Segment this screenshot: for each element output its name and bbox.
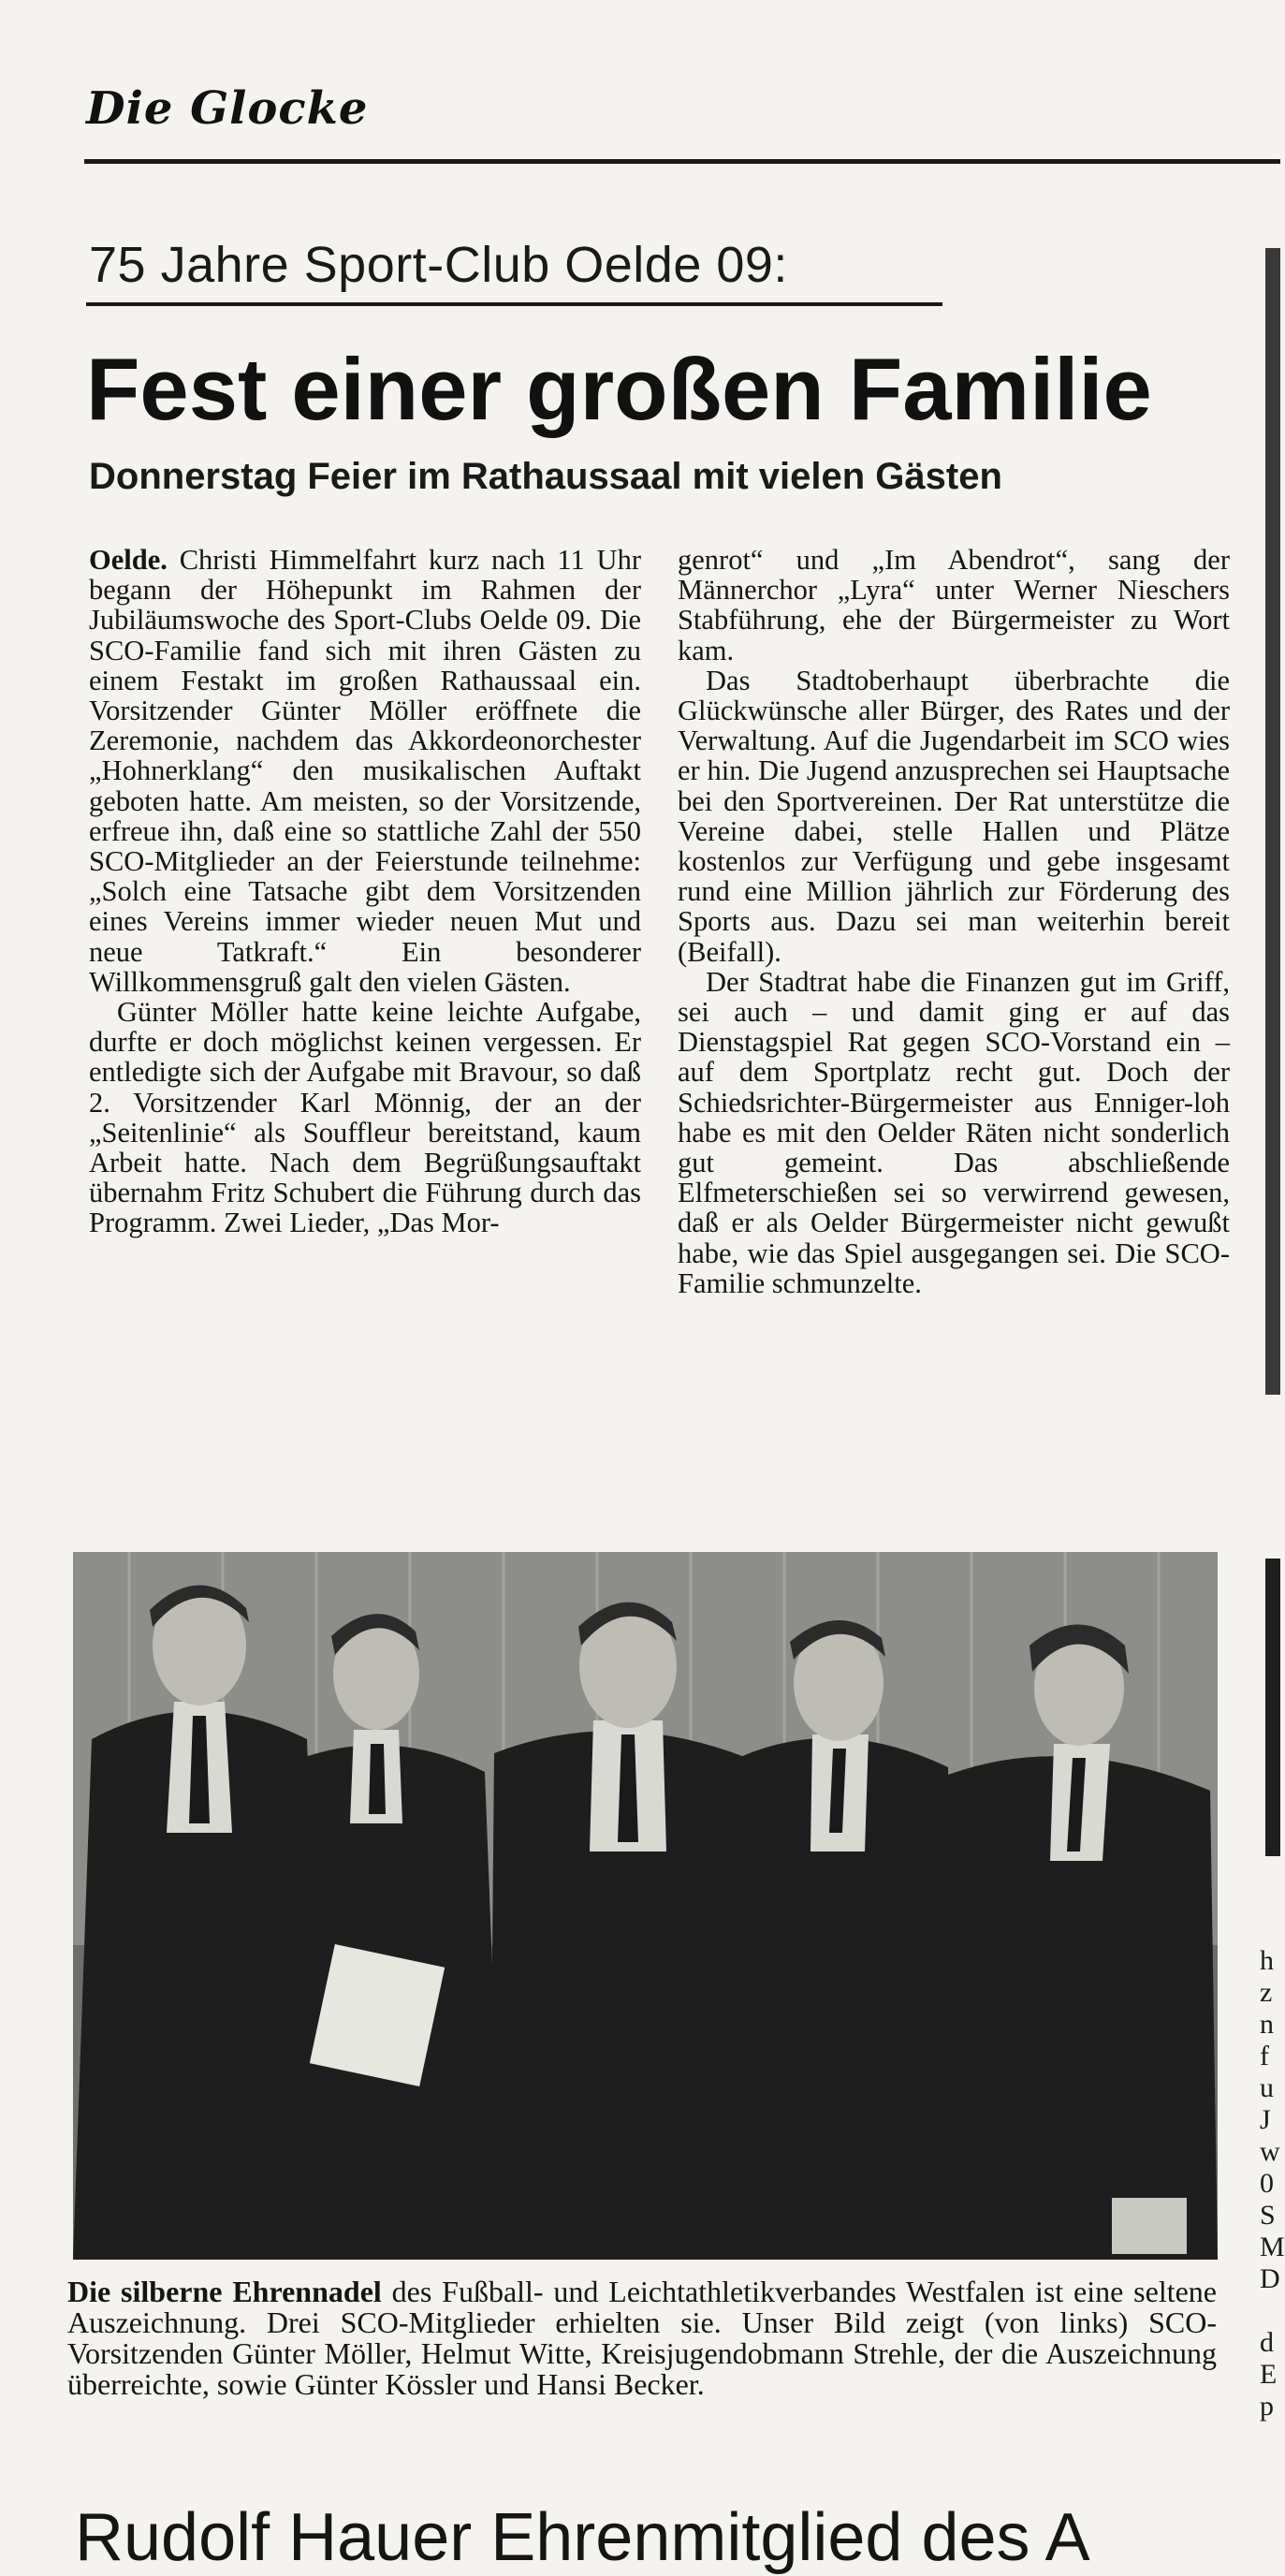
adjacent-image-edge	[1265, 1559, 1280, 1856]
paragraph-text: Christi Himmelfahrt kurz nach 11 Uhr begann der Höhepunkt im Rahmen der Jubiläumswoche des Sport-Clubs Oelde 09. Die SCO-Familie fand sich mit ihren Gästen zu einem Festakt im großen Rathaussaal ein. Vorsitzender Günter Möller eröffnete die Zeremonie, nachdem das Akkordeonorchester „Hohnerklang“ den musikalischen Auftakt geboten hatte. Am meisten, so der Vorsitzende, erfreue ihn, daß eine so stattliche Zahl der 550 SCO-Mitglieder an der Feierstunde teilnehme: „Solch eine Tatsache gibt dem Vorsitzenden eines Vereins immer wieder neuen Mut und neue Tatkraft.“ Ein besonderer Willkommensgruß galt den vielen Gästen.	[89, 544, 641, 998]
edge-letter: D	[1260, 2263, 1280, 2294]
article-paragraph: Günter Möller hatte keine leichte Aufgabe, durfte er doch möglichst keinen vergessen. Er entledigte sich der Aufgabe mit Bravour, so daß 2. Vorsitzender Karl Mönnig, der an der „Seitenlinie“ als Souffleur bereitstand, kaum Arbeit hatte. Nach dem Begrüßungsauftakt übernahm Fritz Schubert die Führung durch das Programm. Zwei Lieder, „Das Mor-	[89, 996, 641, 1239]
edge-letter: n	[1260, 2009, 1274, 2040]
group-photo	[73, 1552, 1218, 2260]
caption-lead: Die silberne Ehrennadel	[67, 2275, 382, 2308]
edge-letter: h	[1260, 1945, 1274, 1976]
masthead-rule	[84, 159, 1280, 164]
edge-letter: d	[1260, 2327, 1274, 2358]
edge-letter	[1260, 2295, 1280, 2327]
caption-text: des Fußball- und Leichtathletikverbandes Westfalen ist eine seltene Auszeichnung. Drei SCO-Mitglieder erhielten sie. Unser Bild zeigt (von links) SCO-Vorsitzenden Günter Möller, Helmut Witte, Kreisjugendobmann Strehle, der die Auszeichnung überreichte, sowie Günter Kössler und Hansi Becker.	[67, 2275, 1218, 2401]
edge-letter: f	[1260, 2041, 1269, 2071]
edge-letter: z	[1260, 1977, 1273, 2008]
article-subheadline: Donnerstag Feier im Rathaussaal mit vielen Gästen	[89, 456, 1002, 497]
group-photo-illustration	[73, 1552, 1218, 2260]
article-paragraph: Das Stadtoberhaupt überbrachte die Glückwünsche aller Bürger, des Rates und der Verwaltung. Auf die Jugendarbeit im SCO wies er hin. Die Jugend anzusprechen sei Hauptsache bei den Sportvereinen. Der Rat unterstütze die Vereine dabei, stelle Hallen und Plätze kostenlos zur Verfügung und gebe insgesamt rund eine Million jährlich zur Förderung des Sports aus. Dazu sei man weiterhin bereit (Beifall).	[678, 664, 1230, 968]
edge-letter: M	[1260, 2232, 1285, 2262]
article-paragraph: genrot“ und „Im Abendrot“, sang der Männerchor „Lyra“ unter Werner Nieschers Stabführung, ehe der Bürgermeister zu Wort kam.	[678, 544, 1230, 666]
edge-letter: p	[1260, 2391, 1274, 2422]
edge-letter: w	[1260, 2136, 1280, 2167]
article-kicker: 75 Jahre Sport-Club Oelde 09:	[89, 237, 788, 293]
kicker-underline	[86, 302, 942, 306]
article-headline: Fest einer großen Familie	[86, 340, 1152, 438]
article-paragraph	[89, 545, 641, 997]
article-paragraph: Der Stadtrat habe die Finanzen gut im Griff, sei auch – und damit ging er auf das Dienstagspiel Rat gegen SCO-Vorstand ein – auf dem Sportplatz recht gut. Doch der Schiedsrichter-Bürgermeister aus Enniger-loh habe es mit den Oelder Räten nicht sonderlich gut gemeint. Das abschließende Elfmeterschießen sei so verwirrend gewesen, daß er als Oelder Bürgermeister nicht gewußt habe, wie das Spiel ausgegangen sei. Die SCO-Familie schmunzelte.	[678, 965, 1230, 1299]
next-article-headline: Rudolf Hauer Ehrenmitglied des A	[75, 2500, 1090, 2575]
edge-letter: 0	[1260, 2168, 1274, 2199]
adjacent-column-text	[1260, 1945, 1285, 2422]
adjacent-column-edge	[1265, 248, 1280, 1395]
edge-letter: S	[1260, 2200, 1276, 2231]
edge-letter: J	[1260, 2104, 1271, 2135]
photo-caption	[67, 2276, 1217, 2400]
edge-letter: E	[1260, 2359, 1278, 2390]
edge-letter: u	[1260, 2072, 1274, 2103]
article-column-2	[678, 545, 1230, 1298]
article-dateline: Oelde.	[89, 544, 168, 576]
newspaper-masthead: Die Glocke	[86, 82, 369, 135]
article-column-1	[89, 545, 641, 1238]
